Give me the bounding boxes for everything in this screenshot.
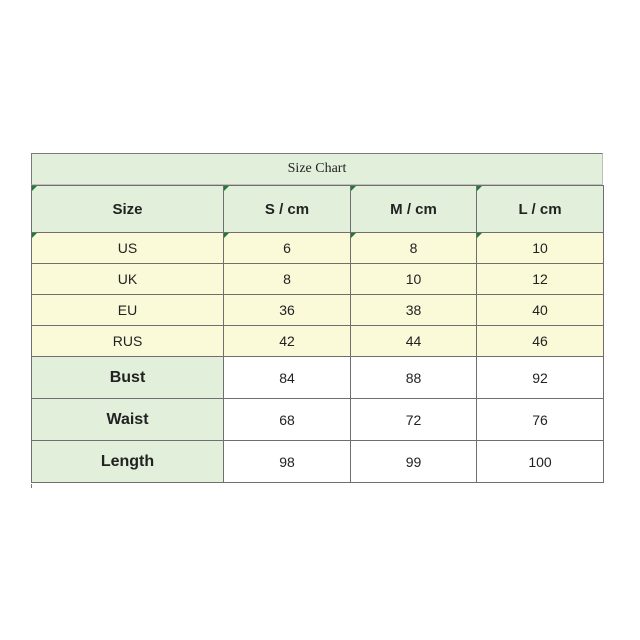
- row-label-waist: Waist: [32, 399, 224, 441]
- row-label-eu: EU: [32, 295, 224, 326]
- cell-eu-s: 36: [224, 295, 351, 326]
- cell-bust-m: 88: [351, 357, 477, 399]
- table-row: [32, 399, 604, 441]
- size-chart-title: Size Chart: [31, 153, 603, 185]
- cell-us-m: 8: [351, 233, 477, 264]
- cell-rus-m: 44: [351, 326, 477, 357]
- cell-length-m: 99: [351, 441, 477, 483]
- cell-uk-s: 8: [224, 264, 351, 295]
- size-chart-sheet: [31, 153, 603, 483]
- cell-waist-l: 76: [477, 399, 604, 441]
- cell-eu-m: 38: [351, 295, 477, 326]
- column-header-m: M / cm: [351, 186, 477, 233]
- cell-us-s: 6: [224, 233, 351, 264]
- table-row: [32, 357, 604, 399]
- column-header-s: S / cm: [224, 186, 351, 233]
- row-label-uk: UK: [32, 264, 224, 295]
- table-row: [32, 326, 604, 357]
- cell-bust-l: 92: [477, 357, 604, 399]
- cell-waist-m: 72: [351, 399, 477, 441]
- table-row: [32, 233, 604, 264]
- cell-rus-l: 46: [477, 326, 604, 357]
- table-header-row: [32, 186, 604, 233]
- size-chart-table: [31, 185, 604, 483]
- row-label-us: US: [32, 233, 224, 264]
- cell-bust-s: 84: [224, 357, 351, 399]
- row-label-rus: RUS: [32, 326, 224, 357]
- cell-length-s: 98: [224, 441, 351, 483]
- table-row: [32, 441, 604, 483]
- cell-waist-s: 68: [224, 399, 351, 441]
- column-header-l: L / cm: [477, 186, 604, 233]
- cell-eu-l: 40: [477, 295, 604, 326]
- cell-length-l: 100: [477, 441, 604, 483]
- row-label-length: Length: [32, 441, 224, 483]
- cell-uk-l: 12: [477, 264, 604, 295]
- table-row: [32, 295, 604, 326]
- row-label-bust: Bust: [32, 357, 224, 399]
- cell-uk-m: 10: [351, 264, 477, 295]
- cell-rus-s: 42: [224, 326, 351, 357]
- cell-us-l: 10: [477, 233, 604, 264]
- table-row: [32, 264, 604, 295]
- column-header-size: Size: [32, 186, 224, 233]
- sheet-edge-mark: [31, 484, 32, 488]
